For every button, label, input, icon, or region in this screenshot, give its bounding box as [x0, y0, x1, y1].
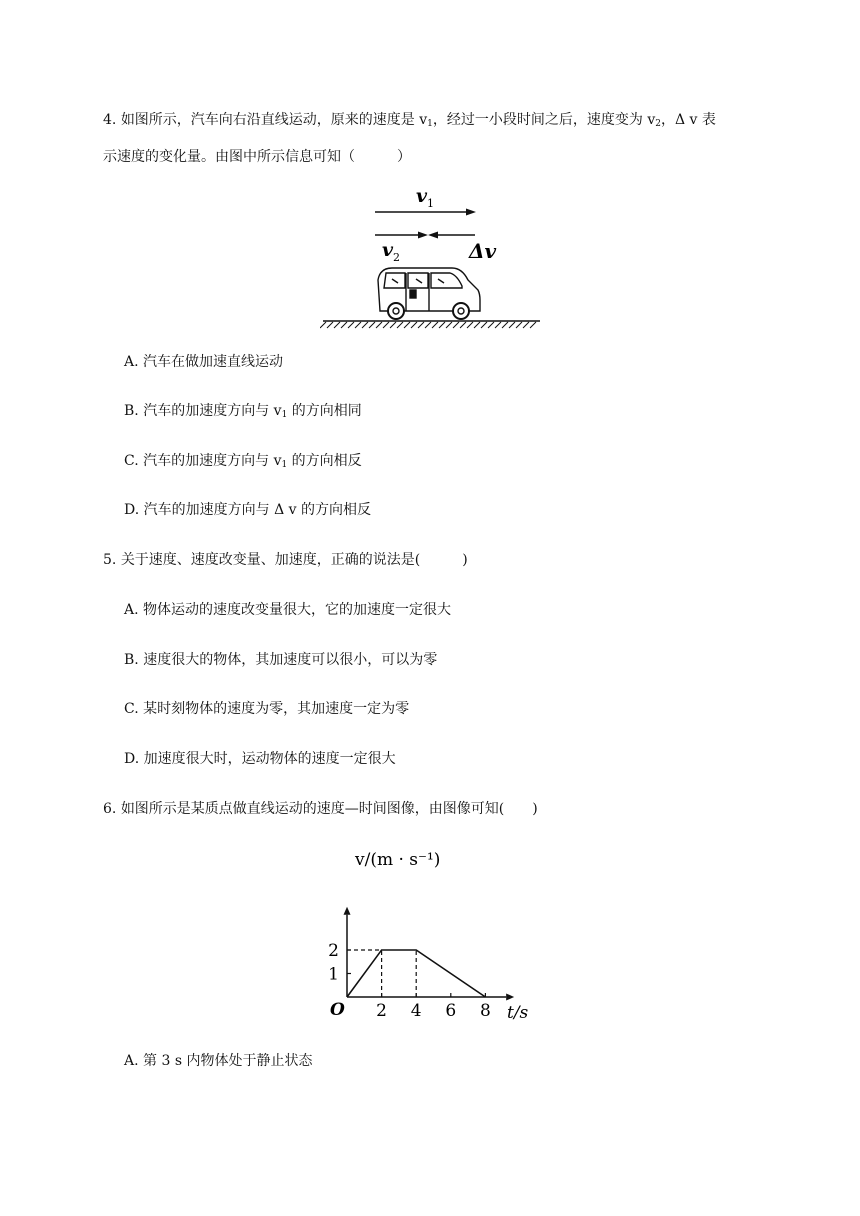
q6-stem: 6. 如图所示是某质点做直线运动的速度—时间图像，由图像可知( ) — [103, 801, 538, 817]
q4-line2: 示速度的变化量。由图中所示信息可知（ ） — [103, 149, 411, 165]
q4-line1 — [103, 110, 716, 130]
v2-arrowhead — [418, 232, 428, 239]
y-axis-title: v/(m · s⁻¹) — [355, 850, 441, 870]
x-tick-label-2: 2 — [376, 1001, 388, 1021]
van-icon — [378, 268, 480, 319]
x-tick-label-6: 6 — [445, 1001, 457, 1021]
y-tick-label-2: 2 — [328, 941, 339, 961]
y-tick-label-1: 1 — [328, 964, 339, 985]
dv-arrowhead — [428, 232, 438, 239]
q6-option-a: A. 第 3 s 内物体处于静止状态 — [124, 1053, 313, 1069]
ground-hatching — [320, 322, 536, 328]
q4-text-c: ，Δ v 表 — [661, 112, 716, 128]
dv-label: Δv — [469, 239, 497, 263]
x-tick-label-8: 8 — [479, 1001, 491, 1021]
q4-option-c: C. 汽车的加速度方向与 $v_1$ 的方向相反 — [124, 453, 362, 470]
vt-chart — [320, 838, 545, 1028]
y-axis-arrowhead — [344, 907, 351, 915]
q4-option-a: A. 汽车在做加速直线运动 — [124, 354, 284, 370]
q4-text-b: ，经过一小段时间之后，速度变为 v — [432, 112, 656, 128]
q4-sub2: 2 — [655, 119, 661, 129]
q5-option-a: A. 物体运动的速度改变量很大，它的加速度一定很大 — [124, 602, 452, 618]
q5-option-d: D. 加速度很大时，运动物体的速度一定很大 — [124, 751, 396, 767]
x-axis-arrowhead — [506, 994, 514, 1001]
q4-option-d: D. 汽车的加速度方向与 Δ v 的方向相反 — [124, 502, 372, 518]
x-tick-label-4: 4 — [410, 1001, 422, 1021]
x-axis-title: t/s — [507, 1003, 529, 1023]
q4-number: 4. — [103, 112, 117, 128]
q5-option-b: B. 速度很大的物体，其加速度可以很小，可以为零 — [124, 652, 438, 668]
q5-option-c: C. 某时刻物体的速度为零，其加速度一定为零 — [124, 701, 410, 717]
v1-arrowhead — [466, 209, 476, 216]
origin-label: O — [330, 1000, 345, 1020]
q4-sub1: 1 — [427, 119, 433, 129]
q5-stem: 5. 关于速度、速度改变量、加速度，正确的说法是( ) — [103, 552, 468, 568]
v1-label: $v_1$ — [416, 185, 435, 210]
v2-label: $v_2$ — [382, 239, 401, 264]
q4-option-b: B. 汽车的加速度方向与 $v_1$ 的方向相同 — [124, 403, 362, 420]
q4-text-a: 如图所示，汽车向右沿直线运动，原来的速度是 v — [120, 112, 428, 128]
car-velocity-figure — [320, 180, 545, 330]
